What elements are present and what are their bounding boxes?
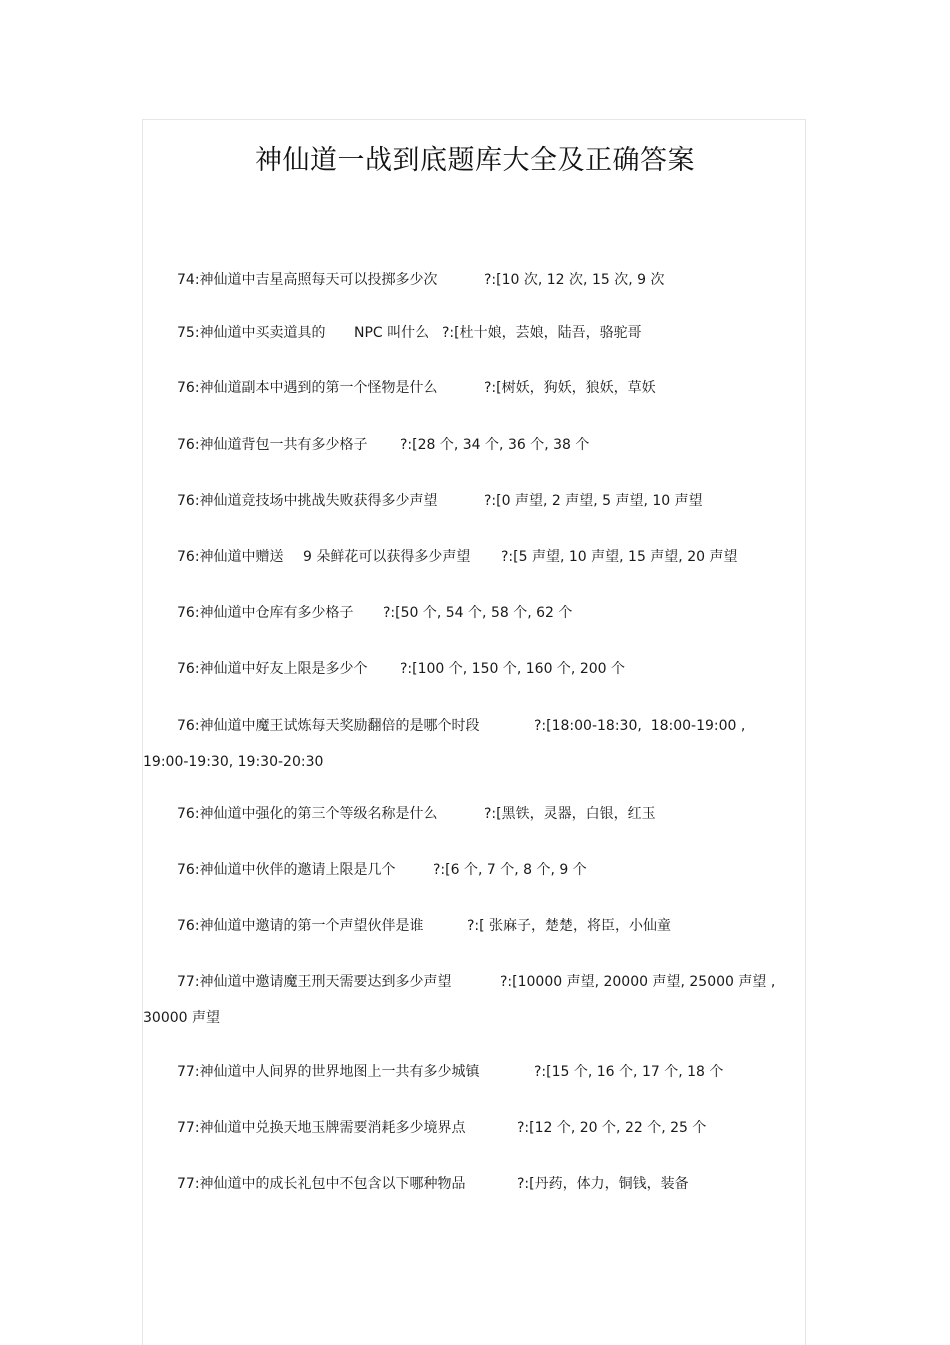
question-text: 76:神仙道中邀请的第一个声望伙伴是谁 <box>177 918 424 934</box>
question-item <box>177 716 746 736</box>
question-text: 76:神仙道背包一共有多少格子 <box>177 437 368 453</box>
answer-continuation: 19:00-19:30, 19:30-20:30 <box>143 754 324 770</box>
answer-continuation: 30000 声望 <box>143 1010 220 1026</box>
question-text: 77:神仙道中兑换天地玉牌需要消耗多少境界点 <box>177 1120 466 1136</box>
question-item <box>177 1118 707 1138</box>
question-text: 77:神仙道中邀请魔王刑天需要达到多少声望 <box>177 974 452 990</box>
answer-text: ?:[10 次, 12 次, 15 次, 9 次 <box>484 272 665 288</box>
answer-text: ?:[18:00-18:30, 18:00-19:00 , <box>534 718 746 734</box>
question-item <box>177 491 703 511</box>
answer-text: ?:[28 个, 34 个, 36 个, 38 个 <box>400 437 590 453</box>
question-text: 74:神仙道中吉星高照每天可以投掷多少次 <box>177 272 438 288</box>
question-text: 76:神仙道副本中遇到的第一个怪物是什么 <box>177 380 438 396</box>
answer-text: ?:[15 个, 16 个, 17 个, 18 个 <box>534 1064 724 1080</box>
question-item <box>177 1174 689 1194</box>
question-text-cont: NPC 叫什么 <box>354 325 430 341</box>
question-text-cont: 9 朵鲜花可以获得多少声望 <box>303 549 471 565</box>
question-item <box>177 916 672 936</box>
answer-text: ?:[12 个, 20 个, 22 个, 25 个 <box>517 1120 707 1136</box>
answer-text: ?:[黑铁，灵器，白银，红玉 <box>484 806 656 822</box>
question-text: 76:神仙道中强化的第三个等级名称是什么 <box>177 806 438 822</box>
question-item <box>177 547 738 567</box>
question-text: 75:神仙道中买卖道具的 <box>177 325 326 341</box>
question-text: 76:神仙道中伙伴的邀请上限是几个 <box>177 862 396 878</box>
question-text: 76:神仙道中赠送 <box>177 549 284 565</box>
question-item <box>177 860 587 880</box>
answer-text: ?:[5 声望, 10 声望, 15 声望, 20 声望 <box>501 549 738 565</box>
question-item <box>177 603 573 623</box>
question-item <box>177 659 625 679</box>
question-text: 76:神仙道中魔王试炼每天奖励翻倍的是哪个时段 <box>177 718 480 734</box>
answer-text: ?:[10000 声望, 20000 声望, 25000 声望 , <box>500 974 776 990</box>
question-item <box>177 323 642 343</box>
question-text: 77:神仙道中人间界的世界地图上一共有多少城镇 <box>177 1064 480 1080</box>
answer-text: ?:[100 个, 150 个, 160 个, 200 个 <box>400 661 625 677</box>
question-item <box>177 972 776 992</box>
question-item <box>177 435 590 455</box>
question-item <box>177 378 656 398</box>
question-item <box>177 270 665 290</box>
answer-text: ?:[0 声望, 2 声望, 5 声望, 10 声望 <box>484 493 703 509</box>
question-text: 76:神仙道中仓库有多少格子 <box>177 605 354 621</box>
question-item <box>177 1062 724 1082</box>
answer-text: ?:[ 张麻子，楚楚，将臣，小仙童 <box>467 918 672 934</box>
question-text: 76:神仙道中好友上限是多少个 <box>177 661 368 677</box>
question-text: 77:神仙道中的成长礼包中不包含以下哪种物品 <box>177 1176 466 1192</box>
answer-text: ?:[丹药，体力，铜钱，装备 <box>517 1176 689 1192</box>
answer-text: ?:[树妖，狗妖，狼妖，草妖 <box>484 380 656 396</box>
question-item <box>177 804 656 824</box>
answer-text: ?:[50 个, 54 个, 58 个, 62 个 <box>383 605 573 621</box>
answer-text: ?:[杜十娘，芸娘，陆吾，骆驼哥 <box>442 325 642 341</box>
answer-text: ?:[6 个, 7 个, 8 个, 9 个 <box>433 862 587 878</box>
document-title: 神仙道一战到底题库大全及正确答案 <box>255 145 695 176</box>
question-text: 76:神仙道竞技场中挑战失败获得多少声望 <box>177 493 438 509</box>
